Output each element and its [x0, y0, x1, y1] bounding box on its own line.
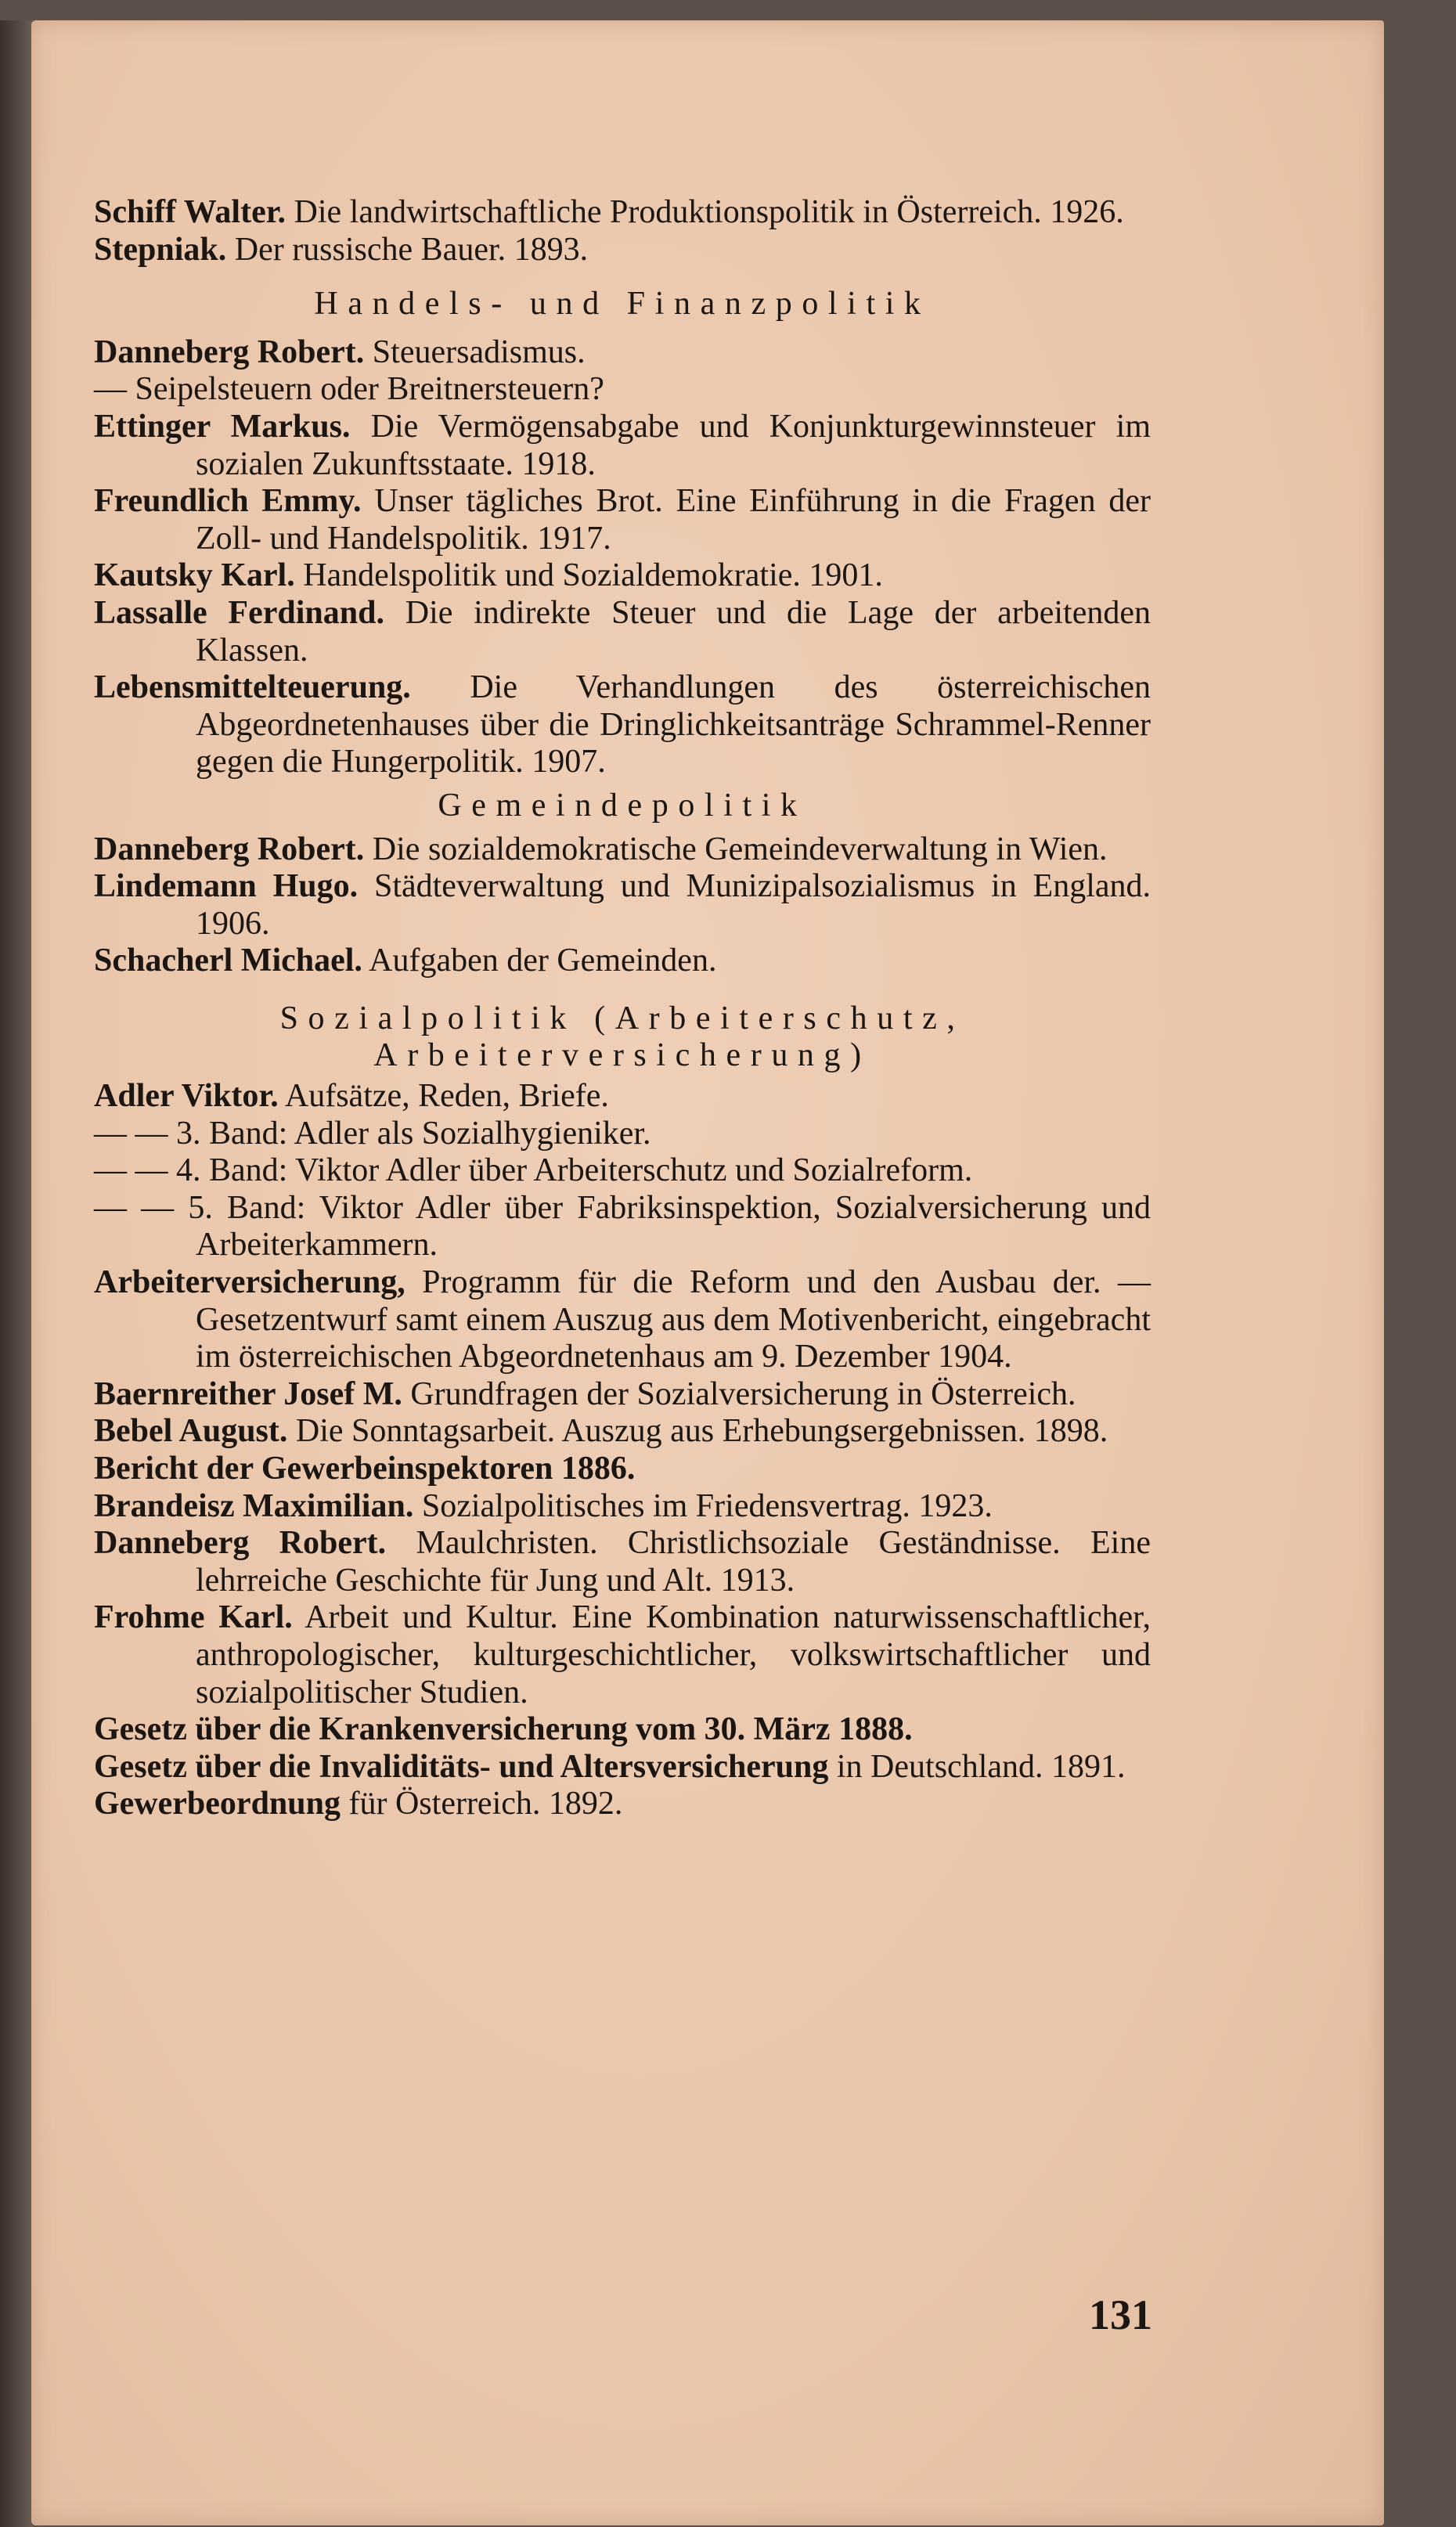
list-item: Gesetz über die Invaliditäts- und Altersversicherung in Deutschland. 1891.	[94, 1748, 1126, 1785]
list-item: — — 4. Band: Viktor Adler über Arbeiterschutz und Sozialreform.	[94, 1152, 973, 1189]
list-item: Arbeiterversicherung, Programm für die Reform und den Ausbau der. — Gesetzentwurf samt einem Auszug aus dem Motivenbericht, eingebracht im österreichischen Abgeordnetenhaus am 9. Dezember 1904.	[94, 1264, 1151, 1375]
list-item: — — 5. Band: Viktor Adler über Fabriksinspektion, Sozialversicherung und Arbeiterkammern.	[94, 1189, 1151, 1264]
book-spine	[0, 20, 33, 2527]
list-item: Adler Viktor. Aufsätze, Reden, Briefe.	[94, 1078, 609, 1115]
list-item: Stepniak. Der russische Bauer. 1893.	[94, 231, 589, 268]
list-item: Kautsky Karl. Handelspolitik und Sozialdemokratie. 1901.	[94, 557, 883, 594]
section-heading: Sozialpolitik (Arbeiterschutz, Arbeiterversicherung)	[279, 1000, 965, 1074]
list-item: — Seipelsteuern oder Breitnersteuern?	[94, 371, 604, 408]
list-item: Lebensmittelteuerung. Die Verhandlungen des österreichischen Abgeordnetenhauses über die Dringlichkeitsanträge Schrammel-Renner gegen die Hungerpolitik. 1907.	[94, 669, 1151, 780]
section-heading: Handels- und Finanzpolitik	[314, 286, 931, 323]
section-heading: Gemeindepolitik	[438, 787, 807, 824]
list-item: Danneberg Robert. Die sozialdemokratische Gemeindeverwaltung in Wien.	[94, 831, 1108, 867]
list-item: Lindemann Hugo. Städteverwaltung und Munizipalsozialismus in England. 1906.	[94, 868, 1151, 942]
list-item: — — 3. Band: Adler als Sozialhygieniker.	[94, 1115, 651, 1152]
page-number: 131	[1089, 2291, 1152, 2338]
list-item: Gewerbeordnung für Österreich. 1892.	[94, 1786, 623, 1822]
list-item: Lassalle Ferdinand. Die indirekte Steuer und die Lage der arbeitenden Klassen.	[94, 594, 1151, 669]
list-item: Bericht der Gewerbeinspektoren 1886.	[94, 1451, 636, 1487]
list-item: Danneberg Robert. Maulchristen. Christlichsoziale Geständnisse. Eine lehrreiche Geschichte für Jung und Alt. 1913.	[94, 1525, 1151, 1599]
list-item: Freundlich Emmy. Unser tägliches Brot. Eine Einführung in die Fragen der Zoll- und Handelspolitik. 1917.	[94, 483, 1151, 557]
bibliography-list	[94, 194, 1151, 1823]
list-item: Frohme Karl. Arbeit und Kultur. Eine Kombination naturwissenschaftlicher, anthropologischer, kulturgeschichtlicher, volkswirtschaftlicher und sozialpolitischer Studien.	[94, 1599, 1151, 1711]
list-item: Brandeisz Maximilian. Sozialpolitisches im Friedensvertrag. 1923.	[94, 1487, 993, 1524]
list-item: Gesetz über die Krankenversicherung vom 30. März 1888.	[94, 1711, 913, 1748]
list-item: Ettinger Markus. Die Vermögensabgabe und Konjunkturgewinnsteuer im sozialen Zukunftsstaate. 1918.	[94, 408, 1151, 482]
list-item: Schiff Walter. Die landwirtschaftliche Produktionspolitik in Österreich. 1926.	[94, 194, 1124, 230]
list-item: Bebel August. Die Sonntagsarbeit. Auszug aus Erhebungsergebnissen. 1898.	[94, 1413, 1108, 1450]
list-item: Schacherl Michael. Aufgaben der Gemeinden.	[94, 943, 717, 979]
list-item: Danneberg Robert. Steuersadismus.	[94, 333, 586, 370]
list-item: Baernreither Josef M. Grundfragen der Sozialversicherung in Österreich.	[94, 1375, 1076, 1412]
